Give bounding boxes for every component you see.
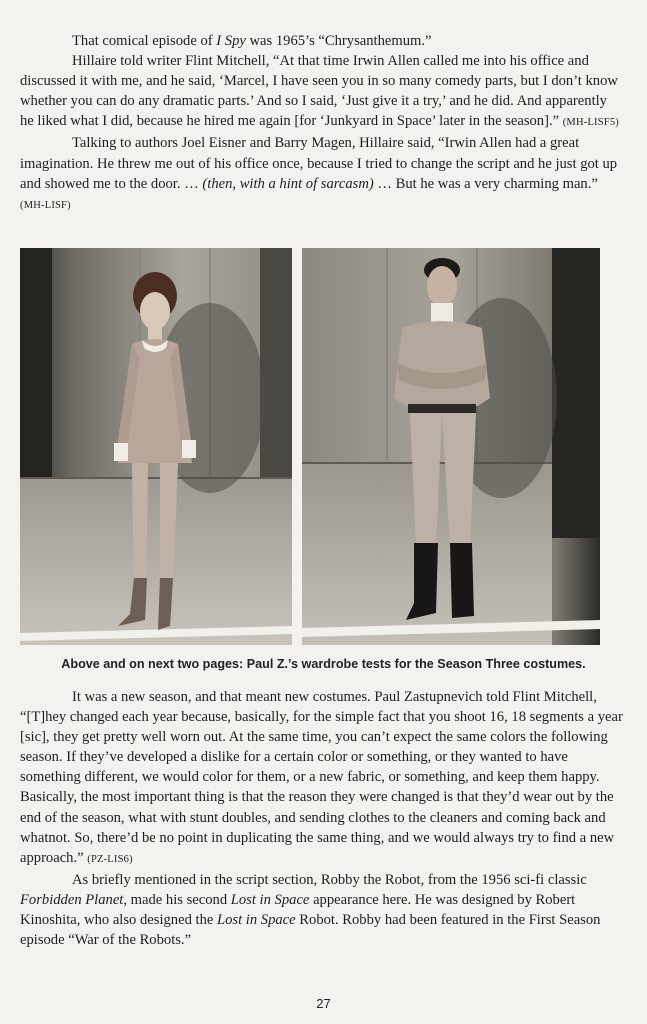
citation: (MH-LISF5) — [562, 117, 619, 129]
body-text-top — [20, 31, 624, 216]
paragraph: As briefly mentioned in the script section, Robby the Robot, from the 1956 sci-fi classic Forbidden Planet, made his second Lost in Space appearance here. He was designed by Robert Kinoshita, who also designed the Lost in Space Robot. Robby had been featured in the First Season episode “War of the Robots.” — [20, 871, 601, 949]
photo-actress-costume — [20, 248, 292, 645]
paragraph: That comical episode of I Spy was 1965’s “Chrysanthemum.” — [72, 33, 432, 49]
body-text-bottom — [20, 687, 624, 950]
citation: (MH-LISF) — [20, 199, 71, 211]
paragraph: Talking to authors Joel Eisner and Barry Magen, Hillaire said, “Irwin Allen had a great imagination. He threw me out of his office once, because I tried to change the script and he just got up and showed me to the door. … (then, with a hint of sarcasm) … But he was a very charming man.” (MH-LISF) — [20, 135, 618, 211]
figure-caption: Above and on next two pages: Paul Z.’s wardrobe tests for the Season Three costumes. — [61, 657, 586, 671]
photo-actress-drawing — [20, 248, 292, 645]
paragraph: Hillaire told writer Flint Mitchell, “At that time Irwin Allen called me into his office and discussed it with me, and he said, ‘Marcel, I have seen you in so many comedy parts, but I don’t know whether you can do any dramatic parts.’ And so I said, ‘Just give it a try,’ and he did. And apparently he liked what I did, because he hired me again [for ‘Junkyard in Space’ later in the season].” (MH-LISF5) — [20, 53, 619, 130]
citation: (PZ-LIS6) — [87, 853, 133, 865]
paragraph: It was a new season, and that meant new costumes. Paul Zastupnevich told Flint Mitchell, “[T]hey changed each year because, basically, for the simple fact that you shoot 16, 18 segments a year [sic], they get pretty well worn out. At the same time, you can’t expect the same colors the following season. If they’ve developed a dislike for a certain color or something, or they wanted to have something different, we would color for them, or a new fabric, or something, and keep them happy. Basically, the most important thing is that the reason they were changed is that they’d wear out by the end of the season, what with stunt doubles, and sending clothes to the cleaners and coming back and whatnot. So, there’d be no point in duplicating the same thing, and we would always try to find a new approach.” (PZ-LIS6) — [20, 689, 623, 866]
photo-actor-costume — [302, 248, 600, 645]
photo-actor-drawing — [302, 248, 600, 645]
page-number: 27 — [316, 996, 331, 1011]
